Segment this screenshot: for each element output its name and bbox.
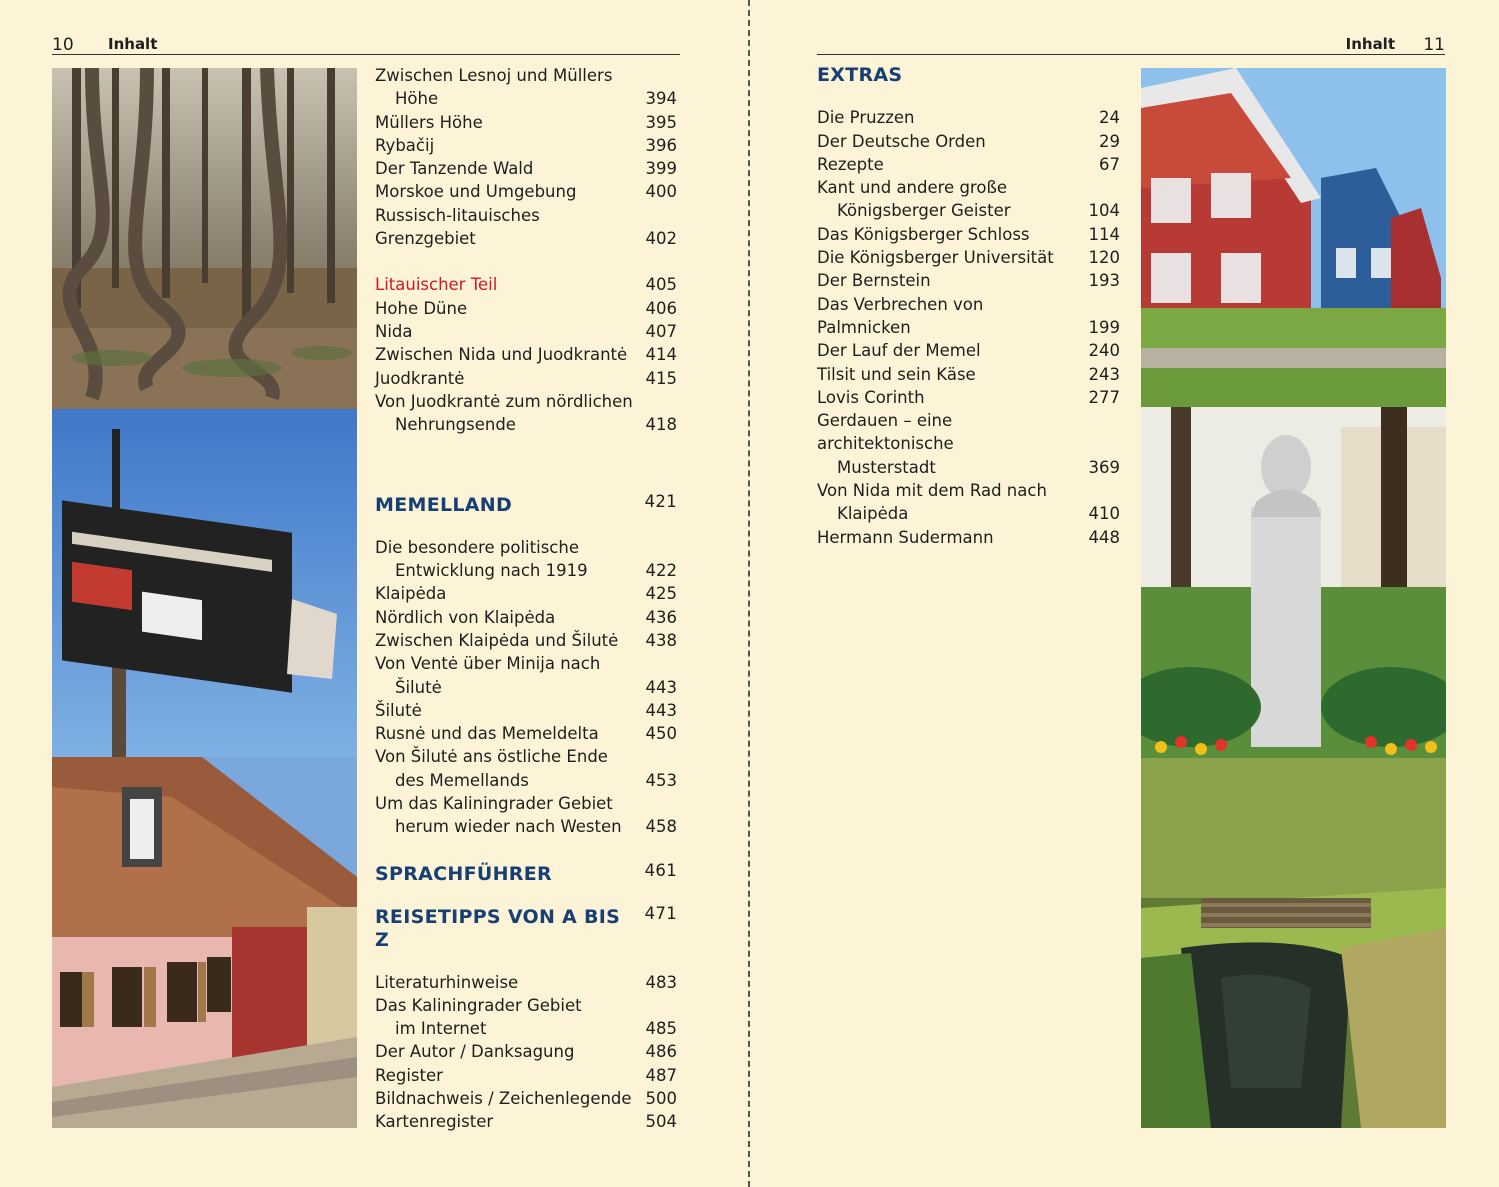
toc-page-number: 415	[645, 368, 677, 388]
title-line: Hermann Sudermann	[817, 527, 994, 547]
running-title: Inhalt	[108, 35, 158, 53]
title-line: Lovis Corinth	[817, 387, 925, 407]
toc-entry-title	[375, 971, 679, 994]
title-line: MEMELLAND	[375, 494, 513, 517]
page-number: 11	[1423, 35, 1445, 55]
toc-entry-title	[817, 386, 1122, 409]
toc-entry-reisetipps-von-a-bis-z	[375, 903, 679, 953]
title-line: Der Autor / Danksagung	[375, 1042, 575, 1062]
toc-entry-von-vente-uber-minija-nach	[375, 652, 679, 699]
toc-entry-title	[817, 223, 1122, 246]
wooden-houses-photo	[1141, 68, 1446, 407]
toc-page-number: 450	[645, 724, 677, 744]
title-line: Nördlich von Klaipėda	[375, 607, 556, 627]
toc-entry-title	[817, 479, 1122, 526]
toc-page-number: 500	[645, 1088, 677, 1108]
toc-entry-nordlich-von-klaipeda	[375, 606, 679, 629]
toc-entry-litauischer-teil	[375, 273, 679, 296]
toc-page-number: 471	[644, 903, 677, 923]
toc-entry-title	[375, 536, 679, 583]
toc-page-number: 486	[645, 1042, 677, 1062]
toc-entry-rezepte	[817, 153, 1122, 176]
toc-entry-title	[817, 130, 1122, 153]
title-line: Nida	[375, 321, 413, 341]
toc-entry-die-besondere-politische	[375, 536, 679, 583]
toc-entry-die-konigsberger-universitat	[817, 246, 1122, 269]
toc-entry-juodkrante	[375, 367, 679, 390]
toc-entry-extras	[817, 64, 1122, 87]
toc-page-number: 418	[645, 415, 677, 435]
toc-extras	[817, 64, 1122, 549]
title-line: Russisch-litauisches Grenzgebiet	[375, 205, 540, 249]
title-line: Der Lauf der Memel	[817, 341, 981, 361]
toc-entry-zwischen-klaipeda-und-silute	[375, 629, 679, 652]
title-line: Kant und andere große	[817, 178, 1007, 198]
toc-entry-title	[375, 204, 679, 251]
toc-entry-title	[817, 409, 1122, 479]
toc-entry-title	[817, 339, 1122, 362]
toc-entry-title	[817, 293, 1122, 340]
toc-entry-title	[375, 390, 679, 437]
toc-page-number: 425	[645, 584, 677, 604]
toc-entry-von-nida-mit-dem-rad-nach	[817, 479, 1122, 526]
title-continuation-line: Höhe	[395, 89, 439, 109]
toc-page-number: 458	[645, 817, 677, 837]
toc-page-number: 461	[644, 860, 677, 880]
toc-entry-der-bernstein	[817, 269, 1122, 292]
toc-page-number: 394	[645, 89, 677, 109]
toc-entry-title	[375, 180, 679, 203]
toc-entry-title	[817, 526, 1122, 549]
dancing-forest-photo	[52, 68, 357, 409]
toc-page-number: 243	[1088, 364, 1120, 384]
page-header	[52, 34, 680, 55]
toc-entry-literaturhinweise	[375, 971, 679, 994]
toc-entry-title	[375, 906, 679, 953]
title-line: Litauischer Teil	[375, 275, 498, 295]
title-line: Gerdauen – eine architektonische	[817, 411, 954, 454]
toc-entry-title	[375, 792, 679, 839]
toc-entry-title	[375, 582, 679, 605]
title-line: Die Pruzzen	[817, 108, 915, 128]
toc-entry-title	[375, 1110, 679, 1133]
title-line: Zwischen Klaipėda und Šilutė	[375, 630, 619, 650]
toc-entry-title	[375, 273, 679, 296]
toc-entry-title	[817, 363, 1122, 386]
title-line: Kartenregister	[375, 1112, 494, 1132]
toc-left	[375, 64, 679, 1134]
toc-entry-kartenregister	[375, 1110, 679, 1133]
toc-entry-title	[375, 343, 679, 366]
toc-entry-title	[375, 64, 679, 111]
title-line: Von Ventė über Minija nach	[375, 654, 601, 674]
page-header	[817, 34, 1445, 55]
toc-entry-zwischen-lesnoj-und-mullers	[375, 64, 679, 111]
toc-page-number: 487	[645, 1065, 677, 1085]
toc-entry-title	[375, 494, 679, 517]
toc-page-number: 402	[645, 229, 677, 249]
toc-entry-memelland	[375, 494, 679, 517]
toc-page-number: 483	[645, 972, 677, 992]
toc-entry-title	[375, 157, 679, 180]
toc-entry-title	[375, 606, 679, 629]
toc-entry-das-verbrechen-von-palmnicken	[817, 293, 1122, 340]
forest-pond-photo	[1141, 758, 1446, 1128]
toc-page-number: 453	[645, 770, 677, 790]
toc-page-number: 277	[1088, 387, 1120, 407]
left-page	[0, 0, 749, 1187]
toc-page-number: 396	[645, 135, 677, 155]
title-line: Šilutė	[375, 700, 422, 720]
title-line: Juodkrantė	[375, 368, 465, 388]
toc-entry-tilsit-und-sein-kase	[817, 363, 1122, 386]
title-line: Morskoe und Umgebung	[375, 182, 577, 202]
toc-entry-title	[375, 994, 679, 1041]
toc-page-number: 414	[645, 345, 677, 365]
toc-page-number: 422	[645, 561, 677, 581]
toc-page-number: 240	[1088, 341, 1120, 361]
toc-page-number: 67	[1099, 154, 1120, 174]
title-line: Hohe Düne	[375, 298, 468, 318]
toc-entry-title	[375, 1064, 679, 1087]
title-continuation-line: herum wieder nach Westen	[395, 817, 622, 837]
title-continuation-line: Nehrungsende	[395, 415, 516, 435]
toc-page-number: 448	[1088, 527, 1120, 547]
toc-entry-title	[817, 64, 1122, 87]
title-line: Zwischen Nida und Juodkrantė	[375, 345, 628, 365]
title-line: Um das Kaliningrader Gebiet	[375, 794, 613, 814]
title-line: Rusnė und das Memeldelta	[375, 724, 599, 744]
toc-entry-rybacij	[375, 134, 679, 157]
toc-page-number: 24	[1099, 108, 1120, 128]
title-line: Tilsit und sein Käse	[817, 364, 976, 384]
title-continuation-line: Entwicklung nach 1919	[395, 561, 588, 581]
toc-page-number: 193	[1088, 271, 1120, 291]
toc-page-number: 114	[1088, 224, 1120, 244]
title-line: EXTRAS	[817, 64, 903, 86]
title-continuation-line: im Internet	[395, 1019, 487, 1039]
title-continuation-line: Šilutė	[395, 677, 442, 697]
toc-entry-der-autor-danksagung	[375, 1040, 679, 1063]
toc-entry-title	[375, 629, 679, 652]
toc-page-number: 438	[645, 630, 677, 650]
toc-entry-das-kaliningrader-gebiet	[375, 994, 679, 1041]
toc-entry-title	[817, 246, 1122, 269]
toc-entry-russisch-litauisches-grenzgebiet	[375, 204, 679, 251]
toc-entry-mullers-hohe	[375, 111, 679, 134]
toc-entry-von-silute-ans-ostliche-ende	[375, 745, 679, 792]
toc-entry-silute	[375, 699, 679, 722]
toc-page-number: 504	[645, 1112, 677, 1132]
toc-entry-der-tanzende-wald	[375, 157, 679, 180]
title-line: Von Nida mit dem Rad nach	[817, 481, 1047, 501]
toc-page-number: 395	[645, 112, 677, 132]
toc-page-number: 421	[644, 492, 677, 512]
title-line: Rezepte	[817, 154, 884, 174]
sudermann-bust-photo	[1141, 407, 1446, 758]
toc-entry-klaipeda	[375, 582, 679, 605]
title-line: Rybačij	[375, 135, 435, 155]
toc-entry-gerdauen-eine-architektonische	[817, 409, 1122, 479]
title-line: Von Šilutė ans östliche Ende	[375, 747, 608, 767]
toc-entry-das-konigsberger-schloss	[817, 223, 1122, 246]
toc-entry-morskoe-und-umgebung	[375, 180, 679, 203]
toc-entry-hermann-sudermann	[817, 526, 1122, 549]
toc-page-number: 436	[645, 607, 677, 627]
toc-entry-bildnachweis-zeichenlegende	[375, 1087, 679, 1110]
weather-vane-photo	[52, 409, 357, 757]
toc-page-number: 443	[645, 677, 677, 697]
toc-entry-rusne-und-das-memeldelta	[375, 722, 679, 745]
toc-entry-title	[375, 1087, 679, 1110]
title-line: Die besondere politische	[375, 537, 579, 557]
title-line: Das Verbrechen von Palmnicken	[817, 294, 984, 337]
title-line: Die Königsberger Universität	[817, 248, 1054, 268]
title-line: Der Tanzende Wald	[375, 159, 534, 179]
title-line: Das Königsberger Schloss	[817, 224, 1030, 244]
toc-entry-title	[375, 652, 679, 699]
title-continuation-line: Königsberger Geister	[837, 201, 1011, 221]
toc-entry-lovis-corinth	[817, 386, 1122, 409]
title-continuation-line: Musterstadt	[837, 457, 936, 477]
title-line: SPRACHFÜHRER	[375, 862, 552, 885]
title-line: Bildnachweis / Zeichenlegende	[375, 1088, 632, 1108]
title-line: Der Deutsche Orden	[817, 131, 986, 151]
toc-entry-nida	[375, 320, 679, 343]
toc-page-number: 485	[645, 1019, 677, 1039]
toc-entry-zwischen-nida-und-juodkrante	[375, 343, 679, 366]
toc-page-number: 400	[645, 182, 677, 202]
title-line: REISETIPPS VON A BIS Z	[375, 905, 621, 952]
toc-entry-title	[375, 134, 679, 157]
toc-page-number: 406	[645, 298, 677, 318]
toc-entry-title	[375, 297, 679, 320]
toc-page-number: 199	[1088, 317, 1120, 337]
old-town-houses-photo	[52, 757, 357, 1128]
toc-entry-register	[375, 1064, 679, 1087]
toc-page-number: 369	[1088, 457, 1120, 477]
toc-entry-kant-und-andere-grosse	[817, 176, 1122, 223]
running-title: Inhalt	[1345, 35, 1395, 53]
title-line: Von Juodkrantė zum nördlichen	[375, 391, 633, 411]
toc-page-number: 104	[1088, 201, 1120, 221]
title-line: Der Bernstein	[817, 271, 931, 291]
toc-entry-title	[375, 367, 679, 390]
title-line: Register	[375, 1065, 443, 1085]
toc-entry-title	[817, 106, 1122, 129]
toc-entry-der-deutsche-orden	[817, 130, 1122, 153]
title-line: Das Kaliningrader Gebiet	[375, 995, 582, 1015]
toc-entry-title	[375, 722, 679, 745]
title-line: Literaturhinweise	[375, 972, 519, 992]
toc-page-number: 120	[1088, 248, 1120, 268]
toc-entry-title	[375, 699, 679, 722]
toc-page-number: 443	[645, 700, 677, 720]
toc-page-number: 405	[645, 275, 677, 295]
toc-page-number: 399	[645, 159, 677, 179]
toc-entry-um-das-kaliningrader-gebiet	[375, 792, 679, 839]
toc-entry-von-juodkrante-zum-nordlichen	[375, 390, 679, 437]
title-line: Müllers Höhe	[375, 112, 483, 132]
toc-entry-sprachfuhrer	[375, 860, 679, 886]
toc-entry-hohe-dune	[375, 297, 679, 320]
toc-page-number: 29	[1099, 131, 1120, 151]
toc-entry-die-pruzzen	[817, 106, 1122, 129]
toc-entry-title	[375, 320, 679, 343]
toc-entry-title	[375, 1040, 679, 1063]
title-line: Zwischen Lesnoj und Müllers	[375, 66, 613, 85]
toc-entry-title	[375, 111, 679, 134]
toc-entry-title	[817, 153, 1122, 176]
title-continuation-line: Klaipėda	[837, 504, 909, 524]
page-number: 10	[52, 35, 74, 55]
toc-entry-title	[375, 863, 679, 886]
toc-entry-title	[817, 176, 1122, 223]
title-continuation-line: des Memellands	[395, 770, 529, 790]
toc-entry-title	[375, 745, 679, 792]
title-line: Klaipėda	[375, 584, 447, 604]
toc-entry-der-lauf-der-memel	[817, 339, 1122, 362]
toc-page-number: 410	[1088, 504, 1120, 524]
right-page	[750, 0, 1499, 1187]
toc-entry-title	[817, 269, 1122, 292]
toc-page-number: 407	[645, 321, 677, 341]
